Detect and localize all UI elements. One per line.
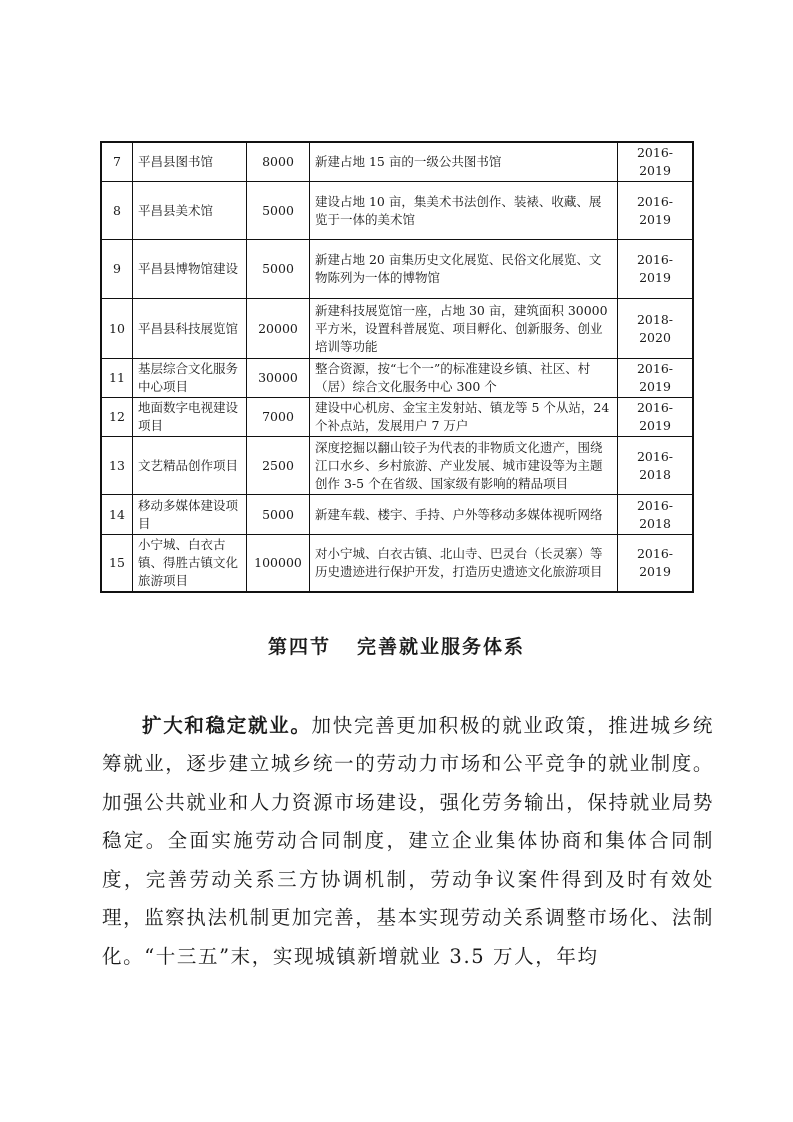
table-row — [101, 299, 693, 359]
row-number: 13 — [101, 437, 133, 495]
project-name: 基层综合文化服务中心项目 — [133, 359, 247, 398]
investment-amount: 2500 — [247, 437, 310, 495]
project-description: 新建科技展览馆一座，占地 30 亩，建筑面积 30000 平方米，设置科普展览、项目孵化、创新服务、创业培训等功能 — [310, 299, 618, 359]
table-row — [101, 142, 693, 182]
investment-amount: 8000 — [247, 142, 310, 182]
investment-amount: 5000 — [247, 495, 310, 535]
row-number: 11 — [101, 359, 133, 398]
row-number: 9 — [101, 240, 133, 299]
investment-amount: 30000 — [247, 359, 310, 398]
project-period: 2018-2020 — [618, 299, 694, 359]
project-description: 新建占地 15 亩的一级公共图书馆 — [310, 142, 618, 182]
row-number: 10 — [101, 299, 133, 359]
table-row — [101, 437, 693, 495]
project-period: 2016-2019 — [618, 535, 694, 593]
project-name: 平昌县科技展览馆 — [133, 299, 247, 359]
project-period: 2016-2019 — [618, 142, 694, 182]
project-period: 2016-2019 — [618, 359, 694, 398]
project-name: 平昌县博物馆建设 — [133, 240, 247, 299]
row-number: 8 — [101, 182, 133, 240]
row-number: 12 — [101, 398, 133, 437]
investment-amount: 7000 — [247, 398, 310, 437]
table-row — [101, 398, 693, 437]
project-period: 2016-2018 — [618, 437, 694, 495]
project-period: 2016-2019 — [618, 398, 694, 437]
table-row — [101, 182, 693, 240]
project-name: 平昌县美术馆 — [133, 182, 247, 240]
project-description: 深度挖掘以翻山铰子为代表的非物质文化遗产，围绕江口水乡、乡村旅游、产业发展、城市建设等为主题创作 3-5 个在省级、国家级有影响的精品项目 — [310, 437, 618, 495]
table-row — [101, 535, 693, 593]
paragraph-lead: 扩大和稳定就业。 — [142, 713, 312, 737]
investment-amount: 5000 — [247, 182, 310, 240]
project-period: 2016-2019 — [618, 182, 694, 240]
project-period: 2016-2018 — [618, 495, 694, 535]
row-number: 7 — [101, 142, 133, 182]
project-table — [100, 141, 694, 593]
project-period: 2016-2019 — [618, 240, 694, 299]
section-number: 第四节 — [267, 636, 331, 658]
project-name: 地面数字电视建设项目 — [133, 398, 247, 437]
project-name: 文艺精品创作项目 — [133, 437, 247, 495]
project-description: 新建车载、楼宇、手持、户外等移动多媒体视听网络 — [310, 495, 618, 535]
investment-amount: 20000 — [247, 299, 310, 359]
project-description: 整合资源，按“七个一”的标准建设乡镇、社区、村（居）综合文化服务中心 300 个 — [310, 359, 618, 398]
project-name: 移动多媒体建设项目 — [133, 495, 247, 535]
project-description: 对小宁城、白衣古镇、北山寺、巴灵台（长灵寨）等历史遗迹进行保护开发，打造历史遗迹文化旅游项目 — [310, 535, 618, 593]
row-number: 15 — [101, 535, 133, 593]
project-description: 建设占地 10 亩，集美术书法创作、装裱、收藏、展览于一体的美术馆 — [310, 182, 618, 240]
row-number: 14 — [101, 495, 133, 535]
project-description: 建设中心机房、金宝主发射站、镇龙等 5 个从站，24 个补点站，发展用户 7 万户 — [310, 398, 618, 437]
project-name: 平昌县图书馆 — [133, 142, 247, 182]
project-name: 小宁城、白衣古镇、得胜古镇文化旅游项目 — [133, 535, 247, 593]
table-row — [101, 240, 693, 299]
investment-amount: 100000 — [247, 535, 310, 593]
table-row — [101, 495, 693, 535]
investment-amount: 5000 — [247, 240, 310, 299]
section-heading — [0, 632, 793, 659]
section-title: 完善就业服务体系 — [357, 636, 526, 658]
project-description: 新建占地 20 亩集历史文化展览、民俗文化展览、文物陈列为一体的博物馆 — [310, 240, 618, 299]
body-paragraph — [102, 707, 714, 977]
paragraph-text: 加快完善更加积极的就业政策，推进城乡统筹就业，逐步建立城乡统一的劳动力市场和公平竞争的就业制度。加强公共就业和人力资源市场建设，强化劳务输出，保持就业局势稳定。全面实施劳动合同制度，建立企业集体协商和集体合同制度，完善劳动关系三方协调机制，劳动争议案件得到及时有效处理，监察执法机制更加完善，基本实现劳动关系调整市场化、法制化。“十三五”末，实现城镇新增就业 3.5 万人，年均 — [102, 713, 714, 968]
table-row — [101, 359, 693, 398]
